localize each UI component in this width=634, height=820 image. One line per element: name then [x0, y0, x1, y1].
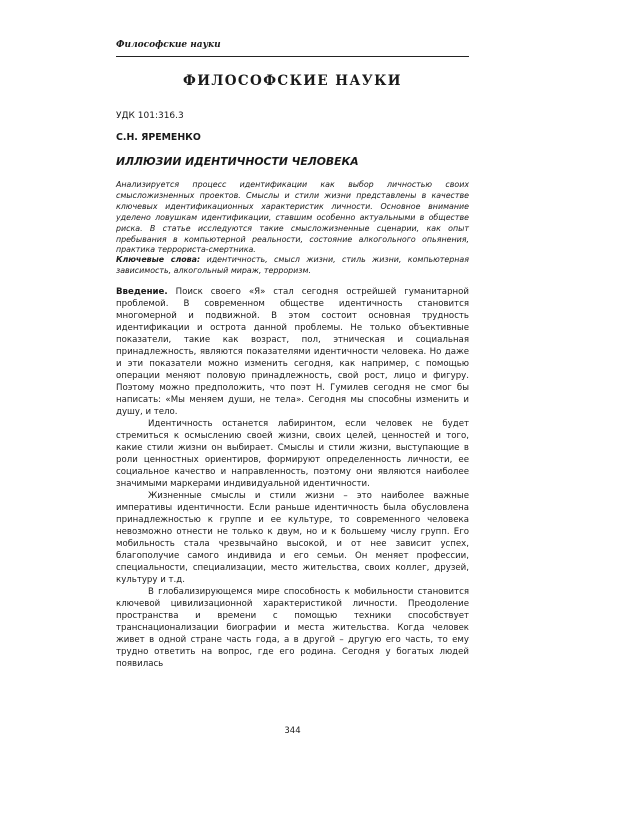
- paragraph-introduction: [116, 286, 469, 418]
- keywords-text: идентичность, смысл жизни, стиль жизни, компьютерная зависимость, алкогольный мираж, терроризм.: [116, 255, 470, 275]
- article-body: [116, 286, 469, 670]
- udc-code: УДК 101:316.3: [116, 111, 184, 121]
- keywords-label: Ключевые слова:: [116, 255, 201, 264]
- introduction-label: Введение.: [116, 287, 168, 297]
- paragraph-3: Жизненные смыслы и стили жизни – это наиболее важные императивы идентичности. Если раньше идентичность была обусловлена принадлежностью к группе и ее культуре, то современного человека невозможно отнести не только к двум, но и к большему числу групп. Его мобильность стала чрезвычайно высокой, и от нее зависит успех, благополучие самого индивида и его семьи. Он меняет профессии, специальности, специализации, место жительства, своих коллег, друзей, культуру и т.д.: [116, 491, 469, 585]
- article-title: ИЛЛЮЗИИ ИДЕНТИЧНОСТИ ЧЕЛОВЕКА: [116, 155, 359, 168]
- author-name: С.Н. ЯРЕМЕНКО: [116, 132, 201, 143]
- keywords: [116, 255, 469, 277]
- page-number: 344: [284, 726, 301, 736]
- header-rule: [116, 56, 469, 57]
- running-header: Философские науки: [116, 40, 221, 50]
- paragraph-4: В глобализирующемся мире способность к мобильности становится ключевой цивилизационной характеристикой личности. Преодоление пространства и времени с помощью техники способствует транснационализации биографии и места жительства. Когда человек живет в одной стране часть года, а в другой – другую его часть, то ему трудно ответить на вопрос, где его родина. Сегодня у богатых людей появилась: [116, 587, 469, 669]
- abstract: Анализируется процесс идентификации как выбор личностью своих смысложизненных проектов. Смыслы и стили жизни представлены в качестве ключевых идентификационных характеристик личности. Основное внимание уделено ловушкам идентификации, ставшим особенно актуальными в обществе риска. В статье исследуются такие смысложизненные сценарии, как опыт пребывания в компьютерной реальности, состояние алкогольного опьянения, практика террориста-смертника.: [116, 180, 469, 255]
- section-title: ФИЛОСОФСКИЕ НАУКИ: [183, 73, 402, 89]
- paragraph-1-text: Поиск своего «Я» стал сегодня острейшей гуманитарной проблемой. В современном обществе идентичность становится многомерной и подвижной. В этом состоит основная трудность идентификации и острота данной проблемы. Не только объективные показатели, такие как возраст, пол, этническая и социальная принадлежность, являются показателями идентичности человека. Но даже и эти показатели можно изменить сегодня, как например, с помощью операции меняют половую принадлежность, свой рост, лицо и фигуру. Поэтому можно предположить, что поэт Н. Гумилев сегодня не смог бы написать: «Мы меняем души, не тела». Сегодня мы способны изменить и душу, и тело.: [116, 287, 469, 417]
- paragraph-2: Идентичность останется лабиринтом, если человек не будет стремиться к осмыслению своей жизни, своих целей, ценностей и того, какие стили жизни он выбирает. Смыслы и стили жизни, выступающие в роли ценностных ориентиров, формируют определенность личности, ее социальное качество и направленность, поэтому они являются наиболее значимыми маркерами индивидуальной идентичности.: [116, 419, 469, 489]
